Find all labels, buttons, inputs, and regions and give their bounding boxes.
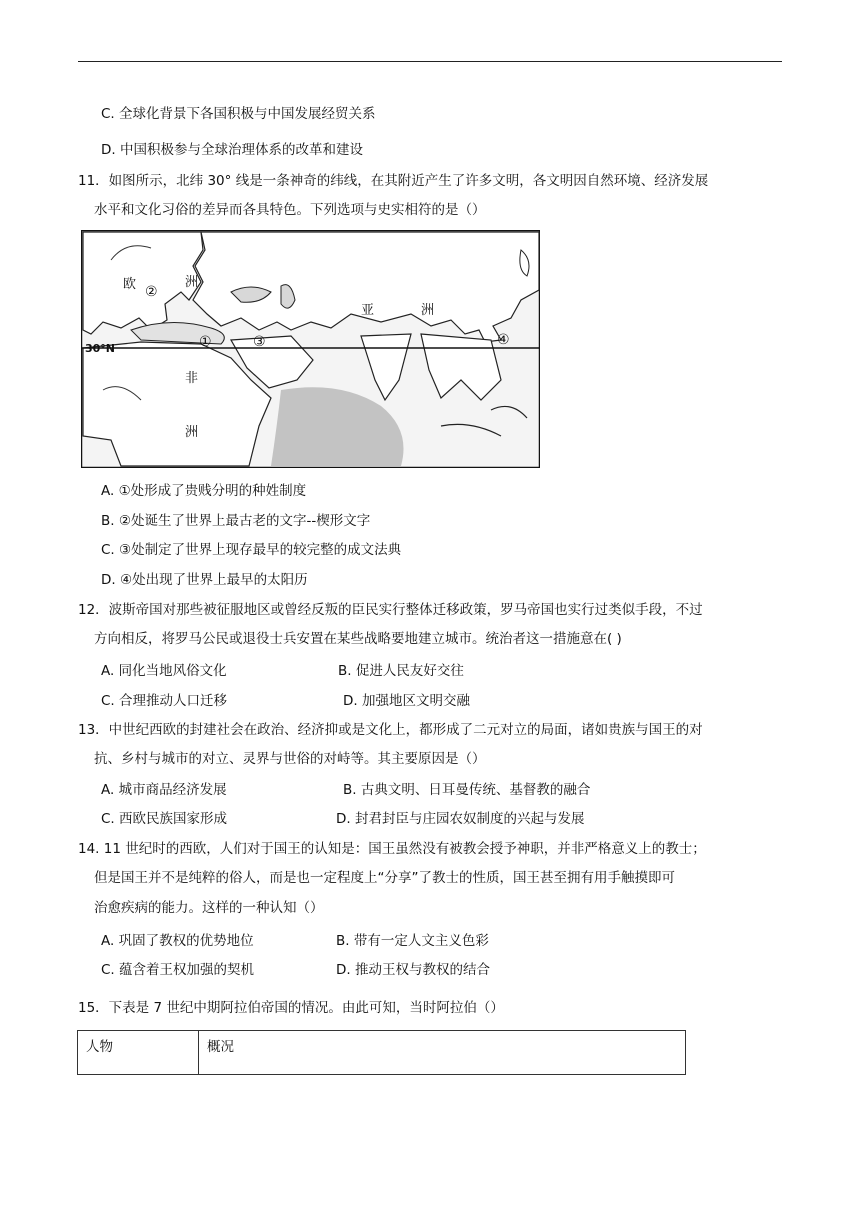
q11-option-c: C. ③处制定了世界上现存最早的较完整的成文法典 [101,542,402,558]
q10-option-d: D. 中国积极参与全球治理体系的改革和建设 [101,142,363,158]
q14-stem-line1: 14. 11 世纪时的西欧，人们对于国王的认知是：国王虽然没有被教会授予神职，并非严格意义上的教士； [78,841,706,857]
q14-option-d: D. 推动王权与教权的结合 [336,962,490,978]
label-30n: 30°N [85,342,116,355]
q14-option-a: A. 巩固了教权的优势地位 [101,933,254,949]
q12-stem-line2: 方向相反，将罗马公民或退役士兵安置在某些战略要地建立城市。统治者这一措施意在( ) [94,631,622,647]
q12-option-d: D. 加强地区文明交融 [343,693,470,709]
q12-option-b: B. 促进人民友好交往 [338,663,464,679]
label-africa-2: 洲 [185,425,199,440]
q12-option-c: C. 合理推动人口迁移 [101,693,228,709]
label-asia-1: 亚 [361,303,375,318]
q14-option-b: B. 带有一定人文主义色彩 [336,933,489,949]
q13-option-a: A. 城市商品经济发展 [101,782,227,798]
q13-stem-line1: 13．中世纪西欧的封建社会在政治、经济抑或是文化上，都形成了二元对立的局面，诸如贵族与国王的对 [78,722,703,738]
header-rule [78,61,782,62]
label-asia-2: 洲 [421,303,435,318]
marker-4: ④ [497,332,510,348]
marker-1: ① [199,334,212,350]
q13-option-d: D. 封君封臣与庄园农奴制度的兴起与发展 [336,811,585,827]
label-africa-1: 非 [185,371,199,386]
q13-stem-line2: 抗、乡村与城市的对立、灵界与世俗的对峙等。其主要原因是（） [94,751,486,767]
q13-option-c: C. 西欧民族国家形成 [101,811,228,827]
label-europe-2: 洲 [185,275,199,290]
q14-stem-line3: 治愈疾病的能力。这样的一种认知（） [94,900,324,916]
table-row [78,1031,686,1075]
q13-option-b: B. 古典文明、日耳曼传统、基督教的融合 [343,782,591,798]
q14-stem-line2: 但是国王并不是纯粹的俗人，而是也一定程度上“分享”了教士的性质，国王甚至拥有用手触摸即可 [94,870,675,886]
q14-option-c: C. 蕴含着王权加强的契机 [101,962,255,978]
q12-stem-line1: 12．波斯帝国对那些被征服地区或曾经反叛的臣民实行整体迁移政策，罗马帝国也实行过类似手段，不过 [78,602,703,618]
q10-option-c: C. 全球化背景下各国积极与中国发展经贸关系 [101,106,376,122]
q15-table [77,1030,686,1075]
world-map-30n [81,230,540,468]
q15-stem: 15．下表是 7 世纪中期阿拉伯帝国的情况。由此可知，当时阿拉伯（） [78,1000,504,1016]
q11-option-b: B. ②处诞生了世界上最古老的文字--楔形文字 [101,513,371,529]
table-header-person: 人物 [78,1031,199,1075]
q11-option-a: A. ①处形成了贵贱分明的种姓制度 [101,483,307,499]
q11-option-d: D. ④处出现了世界上最早的太阳历 [101,572,308,588]
q11-stem-line1: 11．如图所示，北纬 30° 线是一条神奇的纬线，在其附近产生了许多文明，各文明因自然环境、经济发展 [78,173,709,189]
q11-stem-line2: 水平和文化习俗的差异而各具特色。下列选项与史实相符的是（） [94,202,486,218]
marker-3: ③ [253,334,266,350]
q12-option-a: A. 同化当地风俗文化 [101,663,227,679]
table-header-overview: 概况 [199,1031,686,1075]
marker-2: ② [145,284,158,300]
label-europe-1: 欧 [123,277,137,292]
